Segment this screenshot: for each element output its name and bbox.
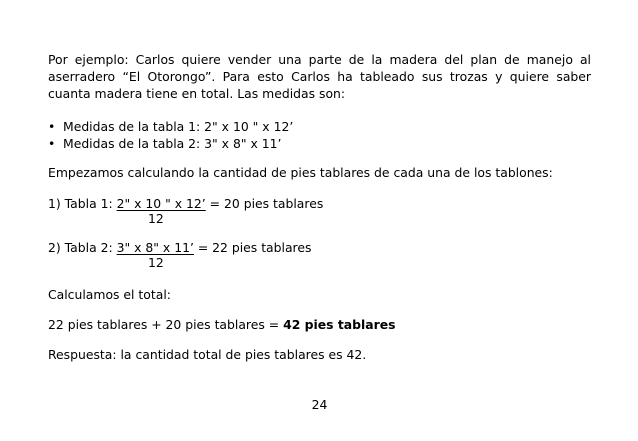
total-line xyxy=(48,316,396,333)
total-label: Calculamos el total: xyxy=(48,287,171,302)
measure-text: Medidas de la tabla 1: 2" x 10 " x 12’ xyxy=(63,119,294,134)
intro-line-1: Por ejemplo: Carlos quiere vender una parte de la madera del plan de manejo al xyxy=(48,52,591,67)
calc1-denominator: 12 xyxy=(148,211,164,226)
calc2-result: = 22 pies tablares xyxy=(193,240,312,255)
total-result: 42 pies tablares xyxy=(283,317,396,332)
bullet-icon: • xyxy=(48,119,56,134)
calculation-2 xyxy=(48,239,311,256)
total-sum: 22 pies tablares + 20 pies tablares = xyxy=(48,317,284,332)
list-item xyxy=(48,135,293,152)
calc2-denominator: 12 xyxy=(148,255,164,270)
calculation-1 xyxy=(48,195,323,212)
start-text: Empezamos calculando la cantidad de pies tablares de cada una de los tablones: xyxy=(48,165,553,180)
calc1-result: = 20 pies tablares xyxy=(205,196,324,211)
calc1-numerator: 2" x 10 " x 12’ xyxy=(116,196,206,211)
measures-list xyxy=(48,118,293,152)
intro-line-2: aserradero “El Otorongo”. Para esto Carlos ha tableado sus trozas y quiere saber xyxy=(48,69,591,84)
answer-text: Respuesta: la cantidad total de pies tablares es 42. xyxy=(48,347,367,362)
intro-line-3: cuanta madera tiene en total. Las medidas son: xyxy=(48,86,346,101)
list-item xyxy=(48,118,293,135)
bullet-icon: • xyxy=(48,136,56,151)
calc2-numerator: 3" x 8" x 11’ xyxy=(116,240,194,255)
measure-text: Medidas de la tabla 2: 3" x 8" x 11’ xyxy=(63,136,282,151)
calc2-prefix: 2) Tabla 2: xyxy=(48,240,117,255)
page-number: 24 xyxy=(311,397,328,412)
document-page xyxy=(48,0,591,441)
intro-paragraph xyxy=(48,51,591,102)
calc1-prefix: 1) Tabla 1: xyxy=(48,196,117,211)
